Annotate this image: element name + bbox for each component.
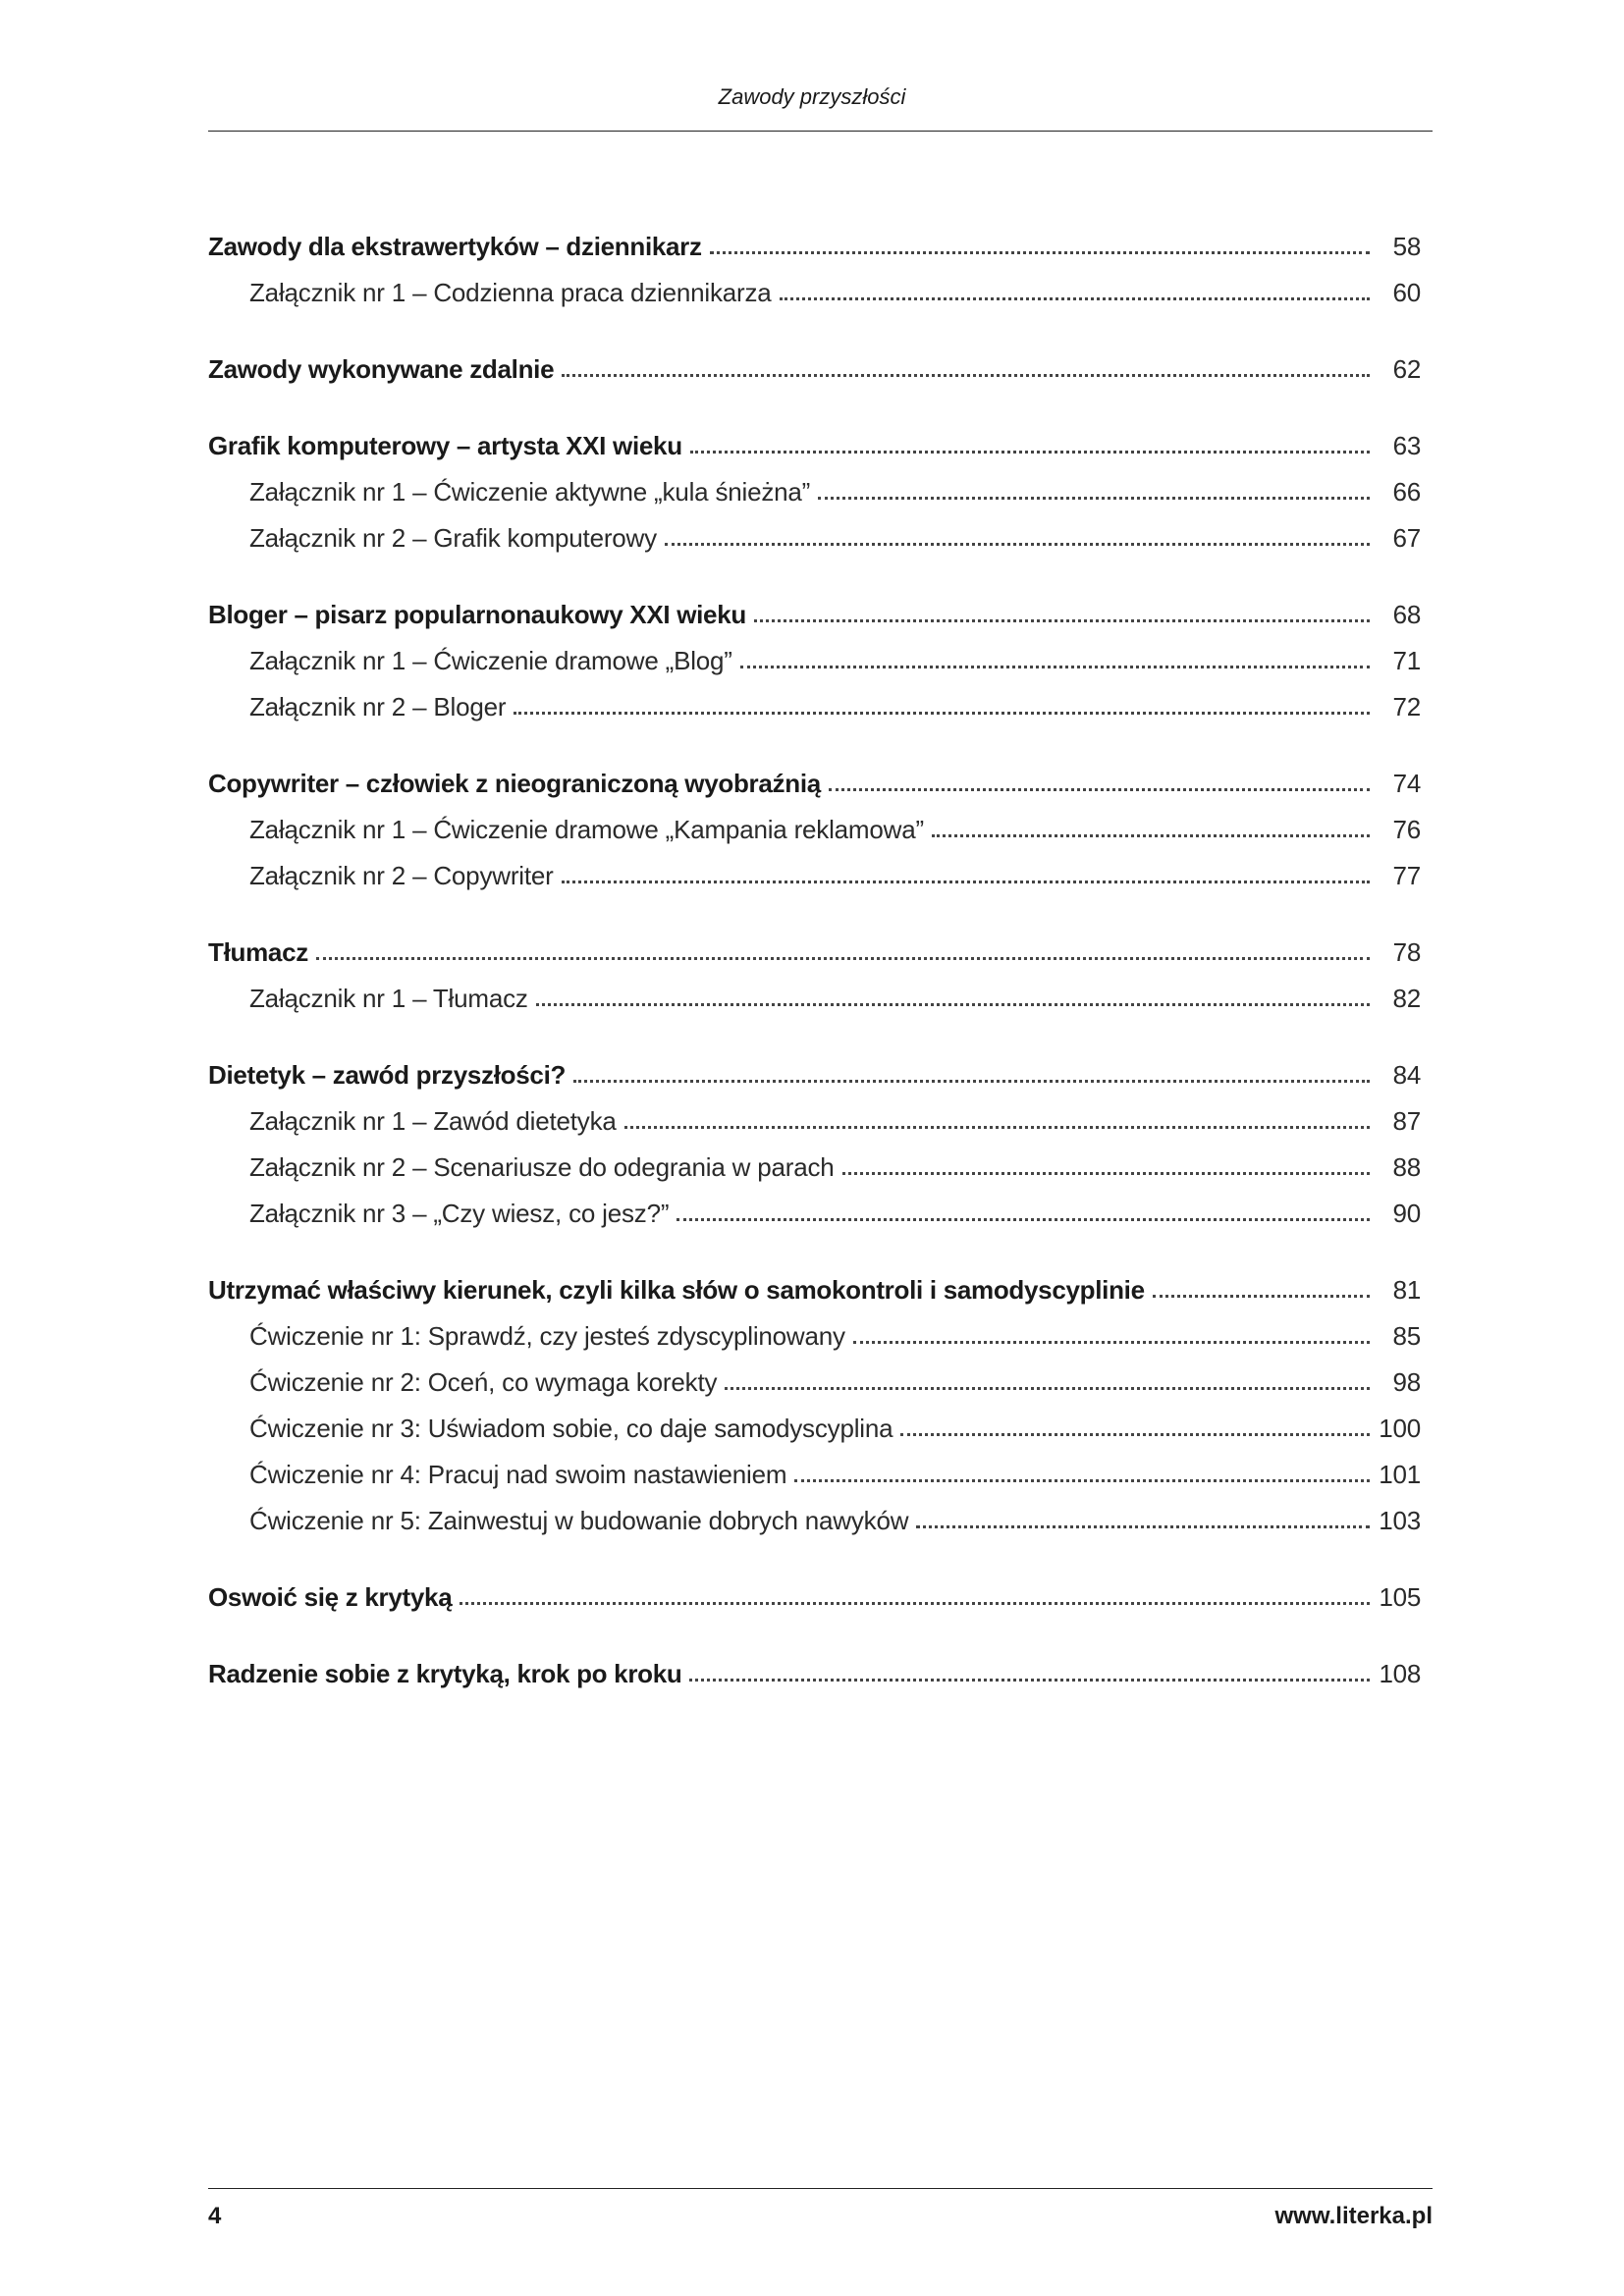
dot-leader	[665, 541, 1370, 546]
dot-leader	[818, 495, 1370, 500]
toc-entry-page: 87	[1392, 1106, 1421, 1136]
toc-entry-page: 74	[1392, 769, 1421, 798]
dot-leader	[573, 1078, 1370, 1083]
toc-entry-title: Copywriter – człowiek z nieograniczoną wyobraźnią	[208, 769, 821, 798]
toc-section	[208, 224, 1421, 316]
toc-section	[208, 1575, 1421, 1621]
toc-subentry	[208, 469, 1421, 515]
toc-entry-page: 71	[1392, 646, 1421, 675]
toc-entry-title: Załącznik nr 2 – Scenariusze do odegrania w parach	[249, 1152, 835, 1182]
toc-entry-title: Ćwiczenie nr 5: Zainwestuj w budowanie dobrych nawyków	[249, 1506, 909, 1535]
toc-chapter	[208, 761, 1421, 807]
toc-entry-page: 63	[1392, 431, 1421, 460]
toc-entry-title: Załącznik nr 2 – Copywriter	[249, 861, 554, 890]
dot-leader	[932, 832, 1370, 837]
toc-entry-page: 78	[1392, 937, 1421, 967]
toc-section	[208, 761, 1421, 899]
header-rule	[208, 131, 1433, 132]
dot-leader	[842, 1170, 1370, 1175]
toc-chapter	[208, 592, 1421, 638]
toc-entry-title: Tłumacz	[208, 937, 308, 967]
dot-leader	[710, 249, 1370, 254]
toc-entry-page: 103	[1379, 1506, 1421, 1535]
dot-leader	[1153, 1293, 1370, 1298]
toc-section	[208, 347, 1421, 393]
table-of-contents	[208, 224, 1421, 1728]
dot-leader	[780, 295, 1370, 300]
toc-entry-page: 90	[1392, 1199, 1421, 1228]
running-header: Zawody przyszłości	[718, 84, 906, 109]
toc-entry-page: 60	[1392, 278, 1421, 307]
toc-subentry	[208, 1498, 1421, 1544]
toc-subentry	[208, 1452, 1421, 1498]
toc-entry-title: Załącznik nr 2 – Bloger	[249, 692, 507, 721]
toc-subentry	[208, 1098, 1421, 1145]
toc-entry-page: 84	[1392, 1060, 1421, 1090]
toc-entry-page: 100	[1379, 1414, 1421, 1443]
toc-entry-title: Zawody wykonywane zdalnie	[208, 354, 555, 384]
dot-leader	[514, 710, 1370, 715]
toc-entry-title: Bloger – pisarz popularnonaukowy XXI wieku	[208, 600, 746, 629]
dot-leader	[794, 1477, 1370, 1482]
toc-subentry	[208, 1313, 1421, 1360]
toc-entry-page: 76	[1392, 815, 1421, 844]
toc-entry-title: Ćwiczenie nr 4: Pracuj nad swoim nastawieniem	[249, 1460, 787, 1489]
toc-entry-title: Załącznik nr 2 – Grafik komputerowy	[249, 523, 657, 553]
toc-entry-title: Ćwiczenie nr 1: Sprawdź, czy jesteś zdyscyplinowany	[249, 1321, 845, 1351]
toc-subentry	[208, 1145, 1421, 1191]
dot-leader	[689, 1677, 1370, 1682]
toc-chapter	[208, 1651, 1421, 1697]
toc-entry-title: Załącznik nr 3 – „Czy wiesz, co jesz?”	[249, 1199, 670, 1228]
toc-entry-title: Ćwiczenie nr 2: Oceń, co wymaga korekty	[249, 1367, 718, 1397]
toc-chapter	[208, 423, 1421, 469]
toc-section	[208, 1651, 1421, 1697]
toc-subentry	[208, 976, 1421, 1022]
footer-rule	[208, 2188, 1433, 2189]
toc-entry-page: 105	[1379, 1582, 1421, 1612]
dot-leader	[900, 1431, 1370, 1436]
toc-entry-title: Utrzymać właściwy kierunek, czyli kilka słów o samokontroli i samodyscyplinie	[208, 1275, 1145, 1305]
toc-entry-page: 77	[1392, 861, 1421, 890]
dot-leader	[624, 1124, 1370, 1129]
toc-entry-page: 101	[1379, 1460, 1421, 1489]
dot-leader	[677, 1216, 1370, 1221]
toc-entry-page: 72	[1392, 692, 1421, 721]
toc-entry-title: Załącznik nr 1 – Zawód dietetyka	[249, 1106, 617, 1136]
toc-entry-title: Zawody dla ekstrawertyków – dziennikarz	[208, 232, 702, 261]
toc-entry-page: 82	[1392, 984, 1421, 1013]
toc-section	[208, 423, 1421, 561]
toc-entry-title: Radzenie sobie z krytyką, krok po kroku	[208, 1659, 682, 1688]
toc-section	[208, 930, 1421, 1022]
toc-entry-page: 85	[1392, 1321, 1421, 1351]
toc-entry-page: 88	[1392, 1152, 1421, 1182]
toc-subentry	[208, 1406, 1421, 1452]
dot-leader	[853, 1339, 1370, 1344]
toc-entry-title: Załącznik nr 1 – Ćwiczenie dramowe „Kampania reklamowa”	[249, 815, 924, 844]
dot-leader	[740, 664, 1370, 668]
toc-entry-page: 67	[1392, 523, 1421, 553]
toc-subentry	[208, 807, 1421, 853]
dot-leader	[460, 1600, 1370, 1605]
toc-chapter	[208, 224, 1421, 270]
toc-subentry	[208, 638, 1421, 684]
toc-entry-page: 81	[1392, 1275, 1421, 1305]
toc-section	[208, 1052, 1421, 1237]
toc-section	[208, 592, 1421, 730]
footer-url: www.literka.pl	[1274, 2203, 1433, 2229]
dot-leader	[754, 617, 1370, 622]
toc-entry-page: 98	[1392, 1367, 1421, 1397]
toc-entry-title: Załącznik nr 1 – Tłumacz	[249, 984, 528, 1013]
toc-subentry	[208, 270, 1421, 316]
dot-leader	[562, 879, 1370, 883]
toc-chapter	[208, 347, 1421, 393]
dot-leader	[916, 1523, 1370, 1528]
toc-subentry	[208, 853, 1421, 899]
toc-entry-title: Oswoić się z krytyką	[208, 1582, 453, 1612]
toc-chapter	[208, 930, 1421, 976]
toc-entry-page: 66	[1392, 477, 1421, 507]
toc-subentry	[208, 515, 1421, 561]
dot-leader	[536, 1001, 1370, 1006]
page-number: 4	[208, 2203, 222, 2229]
toc-chapter	[208, 1575, 1421, 1621]
dot-leader	[725, 1385, 1370, 1390]
toc-chapter	[208, 1052, 1421, 1098]
dot-leader	[316, 955, 1370, 960]
toc-entry-title: Załącznik nr 1 – Ćwiczenie aktywne „kula śnieżna”	[249, 477, 811, 507]
toc-entry-title: Dietetyk – zawód przyszłości?	[208, 1060, 567, 1090]
toc-section	[208, 1267, 1421, 1544]
toc-entry-title: Załącznik nr 1 – Codzienna praca dziennikarza	[249, 278, 772, 307]
toc-entry-page: 58	[1392, 232, 1421, 261]
dot-leader	[829, 786, 1370, 791]
toc-entry-page: 68	[1392, 600, 1421, 629]
toc-chapter	[208, 1267, 1421, 1313]
toc-entry-page: 62	[1392, 354, 1421, 384]
toc-entry-title: Załącznik nr 1 – Ćwiczenie dramowe „Blog”	[249, 646, 732, 675]
toc-entry-page: 108	[1379, 1659, 1421, 1688]
toc-subentry	[208, 684, 1421, 730]
toc-subentry	[208, 1360, 1421, 1406]
dot-leader	[690, 449, 1370, 454]
toc-subentry	[208, 1191, 1421, 1237]
toc-entry-title: Grafik komputerowy – artysta XXI wieku	[208, 431, 682, 460]
toc-entry-title: Ćwiczenie nr 3: Uświadom sobie, co daje samodyscyplina	[249, 1414, 893, 1443]
dot-leader	[562, 372, 1370, 377]
